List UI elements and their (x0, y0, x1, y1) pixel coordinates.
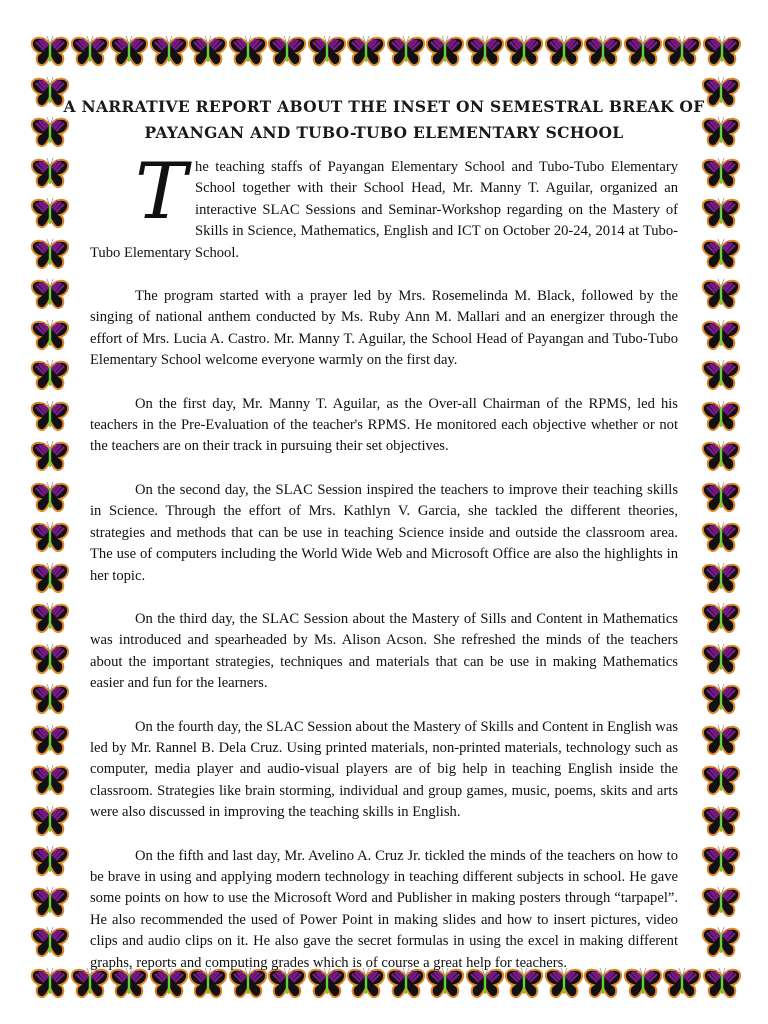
butterfly-icon (307, 34, 347, 70)
butterfly-icon (701, 358, 741, 394)
page-title (60, 94, 708, 146)
butterfly-icon (30, 34, 70, 70)
butterfly-icon (701, 601, 741, 637)
title-line-2: PAYANGAN AND TUBO-TUBO ELEMENTARY SCHOOL (144, 123, 624, 142)
butterfly-icon (701, 156, 741, 192)
butterfly-icon (30, 277, 70, 313)
butterfly-icon (701, 885, 741, 921)
butterfly-icon (346, 34, 386, 70)
butterfly-icon (701, 804, 741, 840)
butterfly-icon (30, 237, 70, 273)
butterfly-icon (701, 318, 741, 354)
paragraph-text: he teaching staffs of Payangan Elementary School and Tubo-Tubo Elementary School together with their School Head, Mr. Manny T. Aguilar, organized an interactive SLAC Sessions and Seminar-Workshop regarding on the Mastery of Skills in Science, Mathematics, English and ICT on October 20-24, 2014 at Tubo-Tubo Elementary School. (90, 159, 678, 261)
butterfly-icon (30, 723, 70, 759)
butterfly-icon (702, 966, 742, 1002)
butterfly-icon (701, 682, 741, 718)
butterfly-icon (70, 34, 110, 70)
paragraph-day5: On the fifth and last day, Mr. Avelino A. Cruz Jr. tickled the minds of the teachers on how to be brave in using and applying modern technology in teaching different subjects in school. He gave some points on how to use the Microsoft Word and Publisher in making posters through “tarpapel”. He also recommended the used of Power Point in making slides and how to insert pictures, video clips and audio clips on it. He also gave the secret formulas in using the excel in making different graphs, reports and computing grades which is of course a great help for teachers. (90, 847, 678, 971)
butterfly-icon (701, 520, 741, 556)
butterfly-icon (701, 723, 741, 759)
butterfly-icon (425, 34, 465, 70)
butterfly-icon (30, 399, 70, 435)
butterfly-icon (30, 682, 70, 718)
paragraph-day4: On the fourth day, the SLAC Session about the Mastery of Skills and Content in English was led by Mr. Rannel B. Dela Cruz. Using printed materials, non-printed materials, technology such as computer, media player and audio-visual players are of big help in teaching English inside the classroom. Strategies like brain storming, individual and group games, music, poems, skits and arts were also discussed in improving the teaching skills in English. (90, 718, 678, 821)
butterfly-icon (465, 34, 505, 70)
butterfly-icon (149, 34, 189, 70)
butterfly-icon (701, 561, 741, 597)
title-line-1: A NARRATIVE REPORT ABOUT THE INSET ON SEMESTRAL BREAK OF (63, 97, 705, 116)
butterfly-icon (30, 804, 70, 840)
butterfly-icon (386, 34, 426, 70)
butterfly-icon (662, 34, 702, 70)
butterfly-icon (701, 480, 741, 516)
butterfly-icon (544, 34, 584, 70)
butterfly-icon (30, 318, 70, 354)
butterfly-icon (30, 196, 70, 232)
butterfly-icon (504, 34, 544, 70)
butterfly-icon (30, 925, 70, 961)
paragraph-intro (90, 147, 678, 264)
butterfly-icon (701, 763, 741, 799)
butterfly-icon (30, 439, 70, 475)
butterfly-icon (109, 34, 149, 70)
butterfly-icon (30, 844, 70, 880)
butterfly-icon (702, 34, 742, 70)
butterfly-icon (228, 34, 268, 70)
butterfly-icon (30, 358, 70, 394)
butterfly-icon (30, 966, 70, 1002)
butterfly-icon (30, 520, 70, 556)
butterfly-icon (701, 196, 741, 232)
butterfly-icon (30, 763, 70, 799)
butterfly-icon (30, 480, 70, 516)
butterfly-icon (701, 925, 741, 961)
paragraph-day3: On the third day, the SLAC Session about the Mastery of Sills and Content in Mathematics was introduced and spearheaded by Ms. Alison Acson. She refreshed the minds of the teachers about the important strategies, techniques and materials that can be use in making Mathematics easier and fun for the learners. (90, 610, 678, 692)
butterfly-icon (701, 399, 741, 435)
butterfly-icon (701, 844, 741, 880)
report-body (90, 147, 678, 996)
butterfly-icon (30, 642, 70, 678)
butterfly-icon (30, 561, 70, 597)
butterfly-icon (701, 277, 741, 313)
drop-cap: T (135, 147, 188, 237)
butterfly-icon (30, 601, 70, 637)
butterfly-icon (701, 642, 741, 678)
butterfly-icon (701, 439, 741, 475)
butterfly-icon (583, 34, 623, 70)
paragraph-day2: On the second day, the SLAC Session inspired the teachers to improve their teaching skills in Science. Through the effort of Mrs. Kathlyn V. Garcia, she tackled the different theories, strategies and methods that can be use in teaching Science inside and outside the classroom area. The use of computers including the World Wide Web and Microsoft Office are also the highlights in her topic. (90, 481, 678, 584)
paragraph-day1: On the first day, Mr. Manny T. Aguilar, as the Over-all Chairman of the RPMS, led his teachers in the Pre-Evaluation of the teacher's RPMS. He monitored each objective whether or not the teachers are on their track in pursuing their set objectives. (90, 395, 678, 455)
butterfly-icon (623, 34, 663, 70)
butterfly-icon (30, 885, 70, 921)
butterfly-icon (30, 156, 70, 192)
butterfly-icon (188, 34, 228, 70)
paragraph-program: The program started with a prayer led by Mrs. Rosemelinda M. Black, followed by the singing of national anthem conducted by Ms. Ruby Ann M. Mallari and an energizer through the effort of Mrs. Lucia A. Castro. Mr. Manny T. Aguilar, the School Head of Payangan and Tubo-Tubo Elementary School welcome everyone warmly on the first day. (90, 288, 678, 369)
butterfly-icon (267, 34, 307, 70)
butterfly-icon (701, 237, 741, 273)
